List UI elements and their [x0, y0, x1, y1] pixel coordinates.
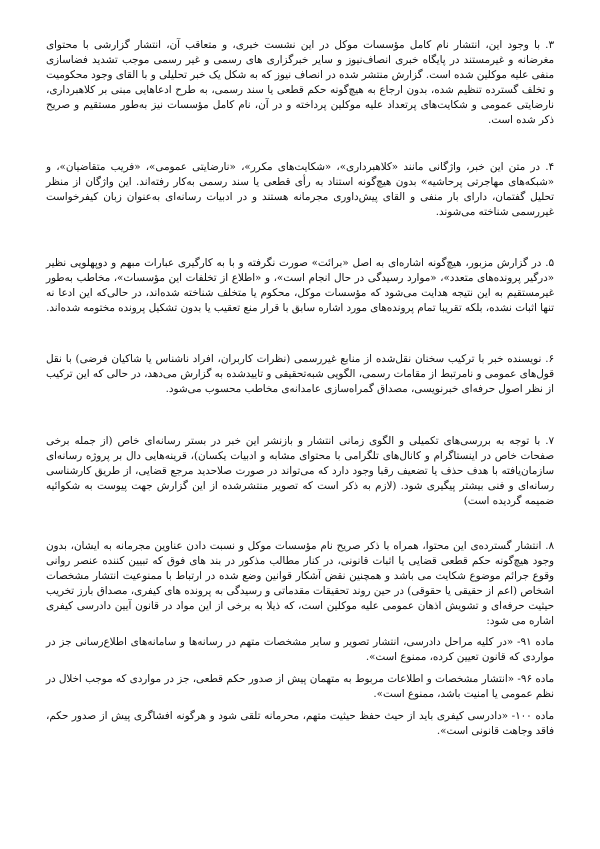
paragraph-6: ۶. نویسنده خبر با ترکیب سخنان نقل‌شده از منابع غیررسمی (نظرات کاربران، افراد ناشناس یا شاکیان فرضی) با نقل قول‌های عمومی و نامرتبط از مقامات رسمی، الگویی شبه‌تحقیقی و تاییدشده به گزارش می‌دهد، در حالی که این ترکیب از نظر اصول حرفه‌ای خبرنویسی، مصداق گمراه‌سازی عامدانه‌ی مخاطب محسوب می‌شود.: [46, 353, 554, 395]
article-96: ماده ۹۶- «انتشار مشخصات و اطلاعات مربوط به متهمان پیش از صدور حکم قطعی، جز در مواردی که موجب اخلال در نظم عمومی یا امنیت باشد، ممنوع است».: [46, 673, 554, 700]
paragraph-5: ۵. در گزارش مزبور، هیچ‌گونه اشاره‌ای به اصل «برائت» صورت نگرفته و با به کارگیری عبارات مبهم و دوپهلویی نظیر «درگیر پرونده‌های متعدد»، «موارد رسیدگی در حال انجام است»، و «اطلاع از تخلفات این مؤسسات»، مخاطب به‌طور غیرمستقیم به این نتیجه هدایت می‌شود که مؤسسات موکل، محکوم یا متخلف شناخته شده‌اند، در حالی‌که این ادعا نه تنها اثبات نشده، بلکه تقریبا تمام پرونده‌های مورد اشاره سابق با قرار منع تعقیب یا بدون تشکیل پرونده مختومه شده‌اند.: [46, 257, 554, 314]
paragraph-3: ۳. با وجود این، انتشار نام کامل مؤسسات موکل در این نشست خبری، و متعاقب آن، انتشار گزارشی با محتوای مغرضانه و غیرمستند در پایگاه خبری انصاف‌نیوز و سایر خبرگزاری های رسمی و غیر رسمی موجب تشدید فضاسازی منفی علیه موکلین شده است. گزارش منتشر شده در انصاف نیوز که به شکل یک خبر تحلیلی و با القای وجود محکومیت و تخلف گسترده تنظیم شده، بدون ارجاع به هیچ‌گونه حکم قطعی یا سند رسمی، به طرح ادعاهایی مبنی بر کلاهبرداری، نارضایتی عمومی و شکایت‌های پرتعداد علیه موکلین پرداخته و در آن، نام کامل مؤسسات نیز به‌طور مستقیم و صریح ذکر شده است.: [46, 39, 554, 126]
paragraph-7: ۷. با توجه به بررسی‌های تکمیلی و الگوی زمانی انتشار و بازنشر این خبر در بستر رسانه‌ای خاص (از جمله برخی صفحات خاص در اینستاگرام و کانال‌های تلگرامی با محتوای مشابه و ادبیات یکسان)، قرینه‌هایی دال بر پروژه رسانه‌ای سازمان‌یافته با هدف حذف یا تضعیف رقبا وجود دارد که می‌تواند در صورت صلاحدید مرجع قضایی، از طریق کارشناسی رسانه‌ای و فنی بیشتر پیگیری شود. (لازم به ذکر است که تصویر منتشرشده از این گزارش جهت پیوست به شکوائیه ضمیمه گردیده است): [46, 435, 554, 507]
paragraph-4: ۴. در متن این خبر، واژگانی مانند «کلاهبرداری»، «شکایت‌های مکرر»، «نارضایتی عمومی»، «فریب متقاضیان»، و «شبکه‌های مهاجرتی پرحاشیه» بدون هیچ‌گونه استناد به رأی قطعی یا سند رسمی به‌کار رفته‌اند. این واژگان از منظر تحلیل گفتمان، دارای بار منفی و القای پیش‌داوری مجرمانه هستند و در ادبیات رسانه‌ای به‌عنوان زبان کیفرخواست غیررسمی شناخته می‌شوند.: [46, 161, 554, 218]
article-100: ماده ۱۰۰- «دادرسی کیفری باید از حیث حفظ حیثیت متهم، محرمانه تلقی شود و هرگونه افشاگری پیش از صدور حکم، فاقد وجاهت قانونی است».: [46, 710, 554, 737]
paragraph-8: ۸. انتشار گسترده‌ی این محتوا، همراه با ذکر صریح نام مؤسسات موکل و نسبت دادن عناوین مجرمانه به ایشان، بدون وجود هیچ‌گونه حکم قطعی قضایی یا اثبات قانونی، در کنار مطالب مذکور در بند های فوق که تبیین کننده عنصر روانی وقوع جرائم موضوع شکایت می باشد و همچنین نقض آشکار قوانین وضع شده در ارتباط با ممنوعیت انتشار مشخصات اشخاص (اعم از حقیقی یا حقوقی) در حین روند تحقیقات مقدماتی و رسیدگی به پرونده های کیفری، مصداق بارز تخریب حیثیت حرفه‌ای و تشویش اذهان عمومی علیه موکلین است، که ذیلا به برخی از این مواد در قانون آیین دادرسی کیفری اشاره می شود:: [46, 540, 554, 627]
article-91: ماده ۹۱- «در کلیه مراحل دادرسی، انتشار تصویر و سایر مشخصات متهم در رسانه‌ها و سامانه‌های اطلاع‌رسانی جز در مواردی که قانون تعیین کرده، ممنوع است».: [46, 636, 555, 663]
